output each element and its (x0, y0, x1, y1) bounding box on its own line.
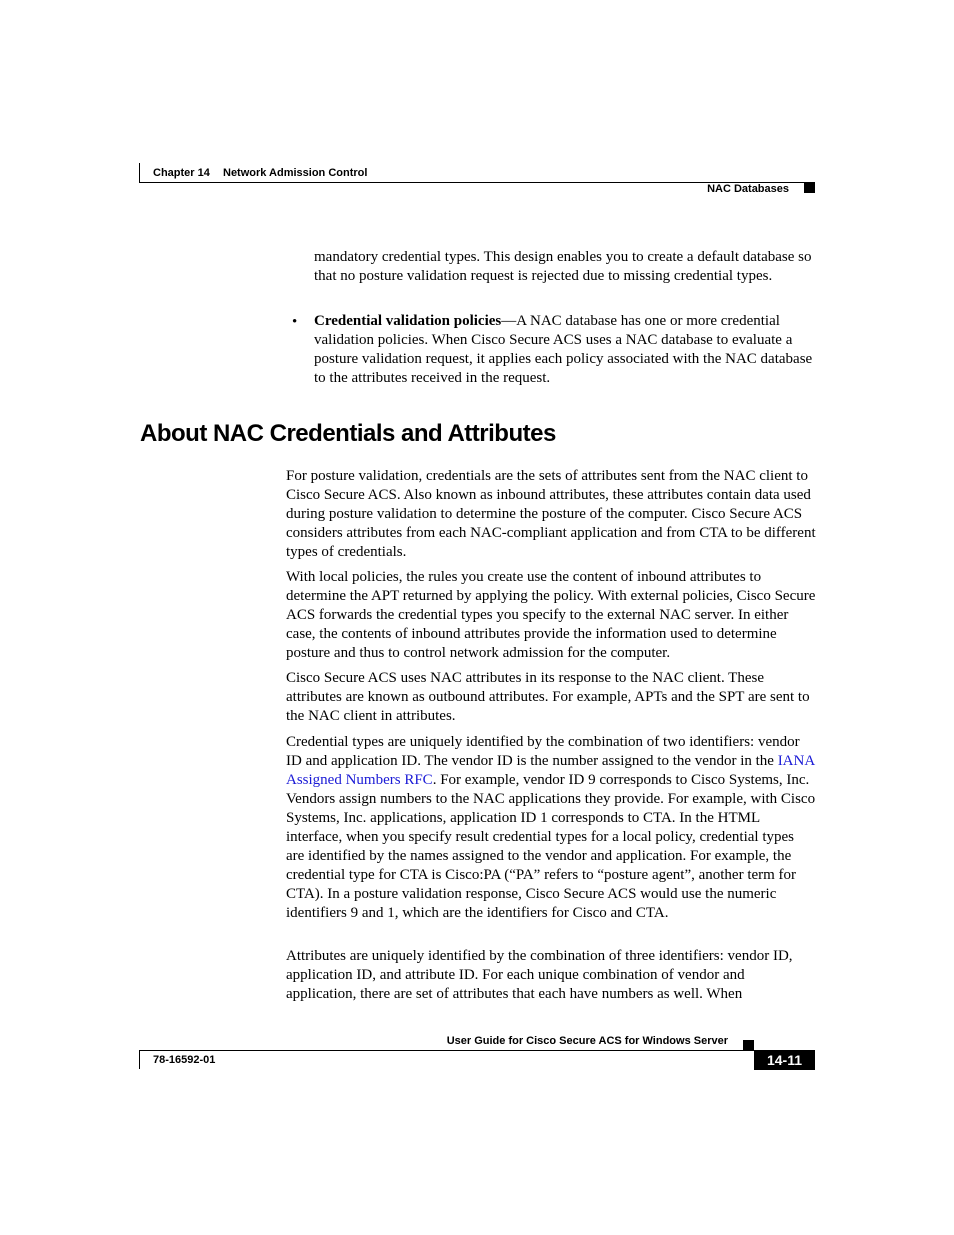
footer-rule (139, 1050, 815, 1051)
iana-rfc-link[interactable]: IANA Assigned Numbers RFC (286, 753, 815, 788)
header-section: NAC Databases (707, 183, 789, 195)
footer-guide-title: User Guide for Cisco Secure ACS for Windows Server (446, 1035, 728, 1047)
header-chapter-title: Network Admission Control (223, 167, 368, 179)
paragraph-4 (286, 733, 816, 923)
header-chapter: Chapter 14 (153, 167, 210, 179)
continued-paragraph: mandatory credential types. This design enables you to create a default database so that no posture validation request is rejected due to missing credential types. (314, 249, 812, 284)
paragraph-3: Cisco Secure ACS uses NAC attributes in its response to the NAC client. These attributes are known as outbound attributes. For example, APTs and the SPT are sent to the NAC client in attributes. (286, 670, 810, 724)
header-left-rule (139, 163, 140, 182)
paragraph-4-end: . For example, vendor ID 9 corresponds to Cisco Systems, Inc. Vendors assign numbers to the NAC applications they provide. For example, with Cisco Systems, Inc. applications, application ID 1 corresponds to CTA. In the HTML interface, when you specify result credential types for a local policy, credential types are identified by the names assigned to the vendor and application. For example, the credential type for CTA is Cisco:PA (“PA” refers to “posture agent”, another term for CTA). In a posture validation response, Cisco Secure ACS would use the numeric identifiers 9 and 1, which are the identifiers for Cisco and CTA. (286, 772, 816, 921)
bullet-term: Credential validation policies (314, 313, 502, 329)
section-title: About NAC Credentials and Attributes (140, 420, 556, 447)
paragraph-5: Attributes are uniquely identified by the combination of three identifiers: vendor ID, application ID, and attribute ID. For each unique combination of vendor and application, there are set of attributes that each have numbers as well. When (286, 948, 793, 1002)
bullet-text: —A NAC database has one or more credential validation policies. When Cisco Secure ACS uses a NAC database to evaluate a posture validation request, it applies each policy associated with the NAC database to the attributes received in the request. (314, 313, 813, 386)
header-marker (804, 182, 815, 193)
paragraph-1: For posture validation, credentials are the sets of attributes sent from the NAC client to Cisco Secure ACS. Also known as inbound attributes, these attributes contain data used during posture validation to determine the posture of the computer. Cisco Secure ACS considers attributes from each NAC-compliant application and from CTA to be different types of credentials. (286, 468, 816, 560)
footer-left-rule (139, 1050, 140, 1069)
paragraph-4-start: Credential types are uniquely identified by the combination of two identifiers: vendor ID and application ID. The vendor ID is the number assigned to the vendor in the (286, 734, 800, 769)
page-number: 14-11 (754, 1050, 815, 1070)
paragraph-2: With local policies, the rules you create use the content of inbound attributes to determine the APT returned by applying the policy. With external policies, Cisco Secure ACS forwards the credential types you specify to the external NAC server. In either case, the contents of inbound attributes provide the information used to determine posture and thus to control network admission for the computer. (286, 569, 816, 661)
bullet-marker: • (292, 314, 298, 330)
bullet-item (314, 312, 814, 388)
footer-doc-number: 78-16592-01 (153, 1054, 216, 1066)
